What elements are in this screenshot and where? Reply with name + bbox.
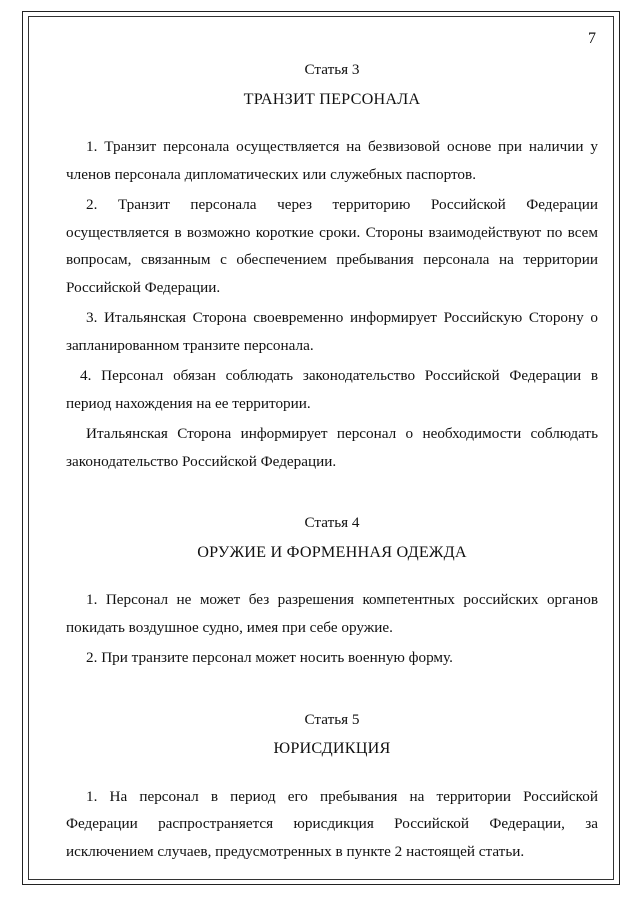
paragraph: 1. Персонал не может без разрешения компетентных российских органов покидать воздушное судно, имея при себе оружие. bbox=[66, 591, 598, 636]
article-label: Статья 4 bbox=[304, 514, 360, 531]
article-4 bbox=[66, 509, 598, 672]
article-title: ТРАНЗИТ ПЕРСОНАЛА bbox=[243, 89, 421, 108]
paragraph: 2. Транзит персонала через территорию Российской Федерации осуществляется в возможно короткие сроки. Стороны взаимодействуют по всем вопросам, связанным с обеспечением пребывания персонала на территории Российской Федерации. bbox=[66, 196, 598, 296]
document-body bbox=[66, 56, 598, 865]
paragraph: 1. Транзит персонала осуществляется на безвизовой основе при наличии у членов персонала дипломатических или служебных паспортов. bbox=[66, 138, 598, 183]
page-number: 7 bbox=[588, 30, 596, 47]
article-title: ОРУЖИЕ И ФОРМЕННАЯ ОДЕЖДА bbox=[197, 542, 467, 561]
article-3 bbox=[66, 56, 598, 475]
paragraph: 1. На персонал в период его пребывания на территории Российской Федерации распространяется юрисдикция Российской Федерации, за исключением случаев, предусмотренных в пункте 2 настоящей статьи. bbox=[66, 787, 598, 860]
article-label: Статья 5 bbox=[304, 710, 360, 728]
article-label: Статья 3 bbox=[304, 61, 360, 78]
paragraph: 2. При транзите персонал может носить военную форму. bbox=[86, 649, 453, 666]
article-title: ЮРИСДИКЦИЯ bbox=[273, 739, 391, 757]
paragraph: Итальянская Сторона информирует персонал о необходимости соблюдать законодательство Российской Федерации. bbox=[66, 425, 598, 470]
article-5 bbox=[66, 706, 598, 866]
paragraph: 4. Персонал обязан соблюдать законодательство Российской Федерации в период нахождения на ее территории. bbox=[66, 367, 598, 412]
paragraph: 3. Итальянская Сторона своевременно информирует Российскую Сторону о запланированном транзите персонала. bbox=[66, 309, 598, 354]
